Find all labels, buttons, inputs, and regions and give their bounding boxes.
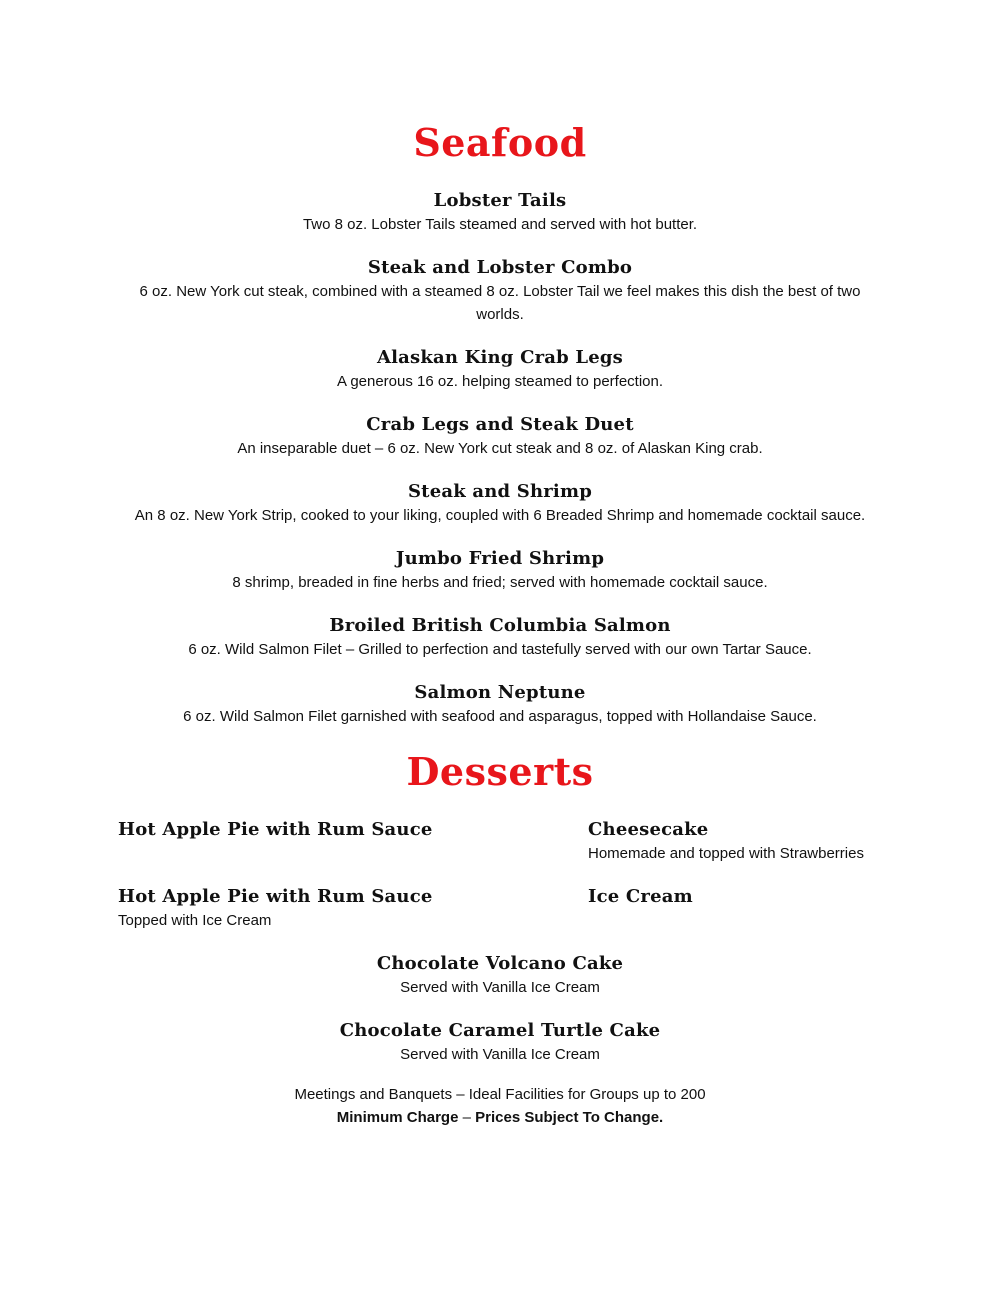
item-name: Salmon Neptune [414, 682, 586, 703]
menu-item [110, 681, 890, 728]
dessert-item [118, 818, 518, 842]
item-description: An inseparable duet – 6 oz. New York cut steak and 8 oz. of Alaskan King crab. [237, 440, 763, 457]
item-name: Ice Cream [588, 886, 693, 907]
item-name: Crab Legs and Steak Duet [366, 414, 634, 435]
item-name: Lobster Tails [433, 190, 567, 211]
item-name: Chocolate Caramel Turtle Cake [339, 1020, 661, 1041]
item-description: Two 8 oz. Lobster Tails steamed and served with hot butter. [302, 216, 698, 233]
item-description: 6 oz. Wild Salmon Filet garnished with seafood and asparagus, topped with Hollandaise Sauce. [183, 708, 817, 725]
dessert-item [110, 952, 890, 999]
item-description: Homemade and topped with Strawberries [588, 845, 864, 862]
dessert-item [588, 818, 908, 865]
menu-item [110, 346, 890, 393]
item-name: Broiled British Columbia Salmon [329, 615, 671, 636]
menu-item [110, 614, 890, 661]
item-description: Served with Vanilla Ice Cream [400, 979, 600, 996]
item-description: Topped with Ice Cream [118, 912, 272, 929]
item-name: Hot Apple Pie with Rum Sauce [118, 819, 433, 840]
item-name: Steak and Lobster Combo [367, 257, 633, 278]
item-description: 6 oz. New York cut steak, combined with a steamed 8 oz. Lobster Tail we feel makes this dish the best of two [139, 283, 861, 300]
seafood-heading: Seafood [413, 120, 587, 165]
item-name: Chocolate Volcano Cake [376, 953, 624, 974]
footer-separator: – [458, 1109, 476, 1126]
prices-subject-text: Prices Subject To Change. [475, 1109, 664, 1126]
dessert-item [118, 885, 518, 932]
desserts-heading: Desserts [406, 749, 594, 794]
footer [0, 1083, 1000, 1129]
dessert-item [588, 885, 908, 909]
menu-item [110, 413, 890, 460]
menu-item [110, 547, 890, 594]
item-description-continued: worlds. [476, 306, 524, 323]
item-name: Hot Apple Pie with Rum Sauce [118, 886, 433, 907]
menu-item [110, 189, 890, 236]
menu-item [110, 256, 890, 326]
item-name: Cheesecake [588, 819, 709, 840]
item-description: 8 shrimp, breaded in fine herbs and fried; served with homemade cocktail sauce. [232, 574, 768, 591]
item-name: Jumbo Fried Shrimp [395, 548, 605, 569]
item-name: Alaskan King Crab Legs [376, 347, 624, 368]
dessert-item [110, 1019, 890, 1066]
footer-banquets-line: Meetings and Banquets – Ideal Facilities for Groups up to 200 [294, 1086, 706, 1103]
item-description: A generous 16 oz. helping steamed to perfection. [336, 373, 664, 390]
minimum-charge-text: Minimum Charge [336, 1109, 459, 1126]
item-description: 6 oz. Wild Salmon Filet – Grilled to perfection and tastefully served with our own Tartar Sauce. [188, 641, 812, 658]
item-description: An 8 oz. New York Strip, cooked to your liking, coupled with 6 Breaded Shrimp and homemade cocktail sauce. [134, 507, 866, 524]
footer-charge-line [0, 1106, 1000, 1129]
item-description: Served with Vanilla Ice Cream [400, 1046, 600, 1063]
menu-item [110, 480, 890, 527]
item-name: Steak and Shrimp [407, 481, 592, 502]
